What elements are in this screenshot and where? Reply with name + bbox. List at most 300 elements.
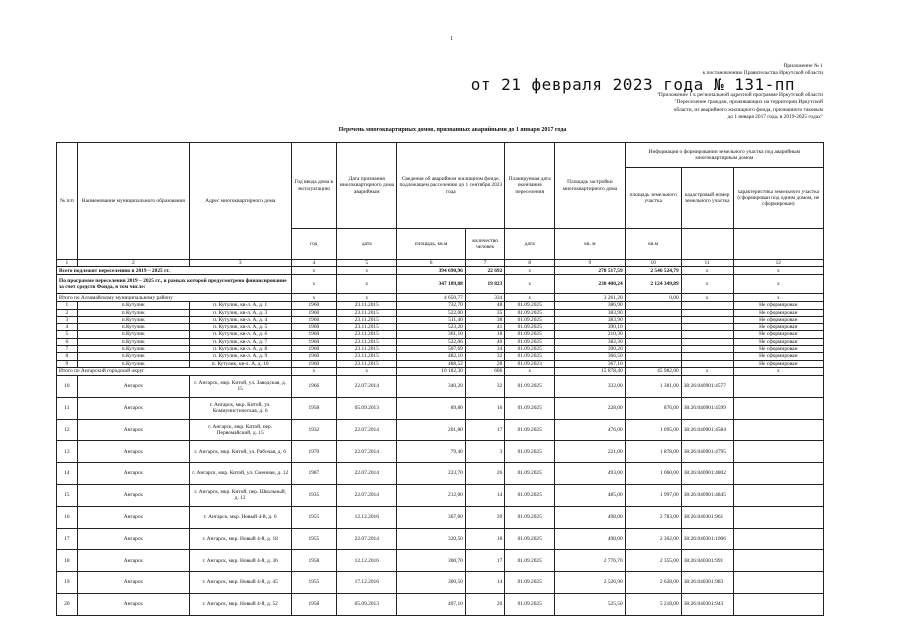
table-row <box>57 506 824 528</box>
row-planned-date: 01.09.2025 <box>505 331 555 338</box>
table-row <box>57 331 824 338</box>
row-planned-date: 01.09.2025 <box>505 506 555 528</box>
row-cadastral: 38:26:040301:943 <box>681 593 733 615</box>
row-build-area: 210,30 <box>555 331 626 338</box>
row-year: 1960 <box>291 331 337 338</box>
row-year: 1955 <box>291 506 337 528</box>
total-cell: х <box>505 275 555 294</box>
row-number: 15 <box>57 484 78 506</box>
row-land-area <box>625 338 681 345</box>
program-reference-line: "Приложение 1 к региональной адресной программе Иркутской области <box>656 92 823 98</box>
row-number: 8 <box>57 353 78 360</box>
total-cell: х <box>337 267 397 275</box>
row-build-area: 383,90 <box>555 309 626 316</box>
total-cell: х <box>505 267 555 275</box>
program-reference-line: до 1 января 2017 года, в 2019-2025 годах" <box>727 114 823 121</box>
row-address: г. Ангарск, мкр. Китой, пер. Первомайский, д. 15 <box>189 419 291 441</box>
row-cadastral: 38:26:040901:4802 <box>681 463 733 485</box>
row-land-area <box>625 309 681 316</box>
column-number: 8 <box>505 260 555 267</box>
header-planned: Планируемая дата окончания переселения <box>505 143 555 229</box>
row-build-area: 2 776,70 <box>555 550 626 572</box>
row-planned-date: 01.09.2025 <box>505 484 555 506</box>
total-cell: х <box>733 294 823 302</box>
row-recognition-date: 23.11.2015 <box>337 353 397 360</box>
row-planned-date: 01.09.2025 <box>505 397 555 419</box>
row-people: 32 <box>465 375 504 397</box>
row-build-area: 366,50 <box>555 353 626 360</box>
row-area: 89,80 <box>397 397 465 419</box>
row-cadastral: 38:26:040901:4845 <box>681 484 733 506</box>
row-land-char <box>733 528 823 550</box>
row-people: 38 <box>465 316 504 323</box>
row-area: 361,10 <box>397 331 465 338</box>
total-build-area: 278 517,59 <box>555 267 626 275</box>
column-number: 6 <box>397 260 465 267</box>
row-area: 300,50 <box>397 572 465 594</box>
row-year: 1960 <box>291 346 337 353</box>
header-land-char: характеристика земельного участка (сформирован под одним домом, не сформирован) <box>733 168 823 229</box>
total-row <box>57 367 824 375</box>
row-cadastral: 38:26:040301:961 <box>681 506 733 528</box>
row-land-area: 1 381,00 <box>625 375 681 397</box>
row-land-char <box>733 572 823 594</box>
row-planned-date: 01.09.2025 <box>505 550 555 572</box>
row-build-area: 382,30 <box>555 338 626 345</box>
column-number: 1 <box>57 260 78 267</box>
row-cadastral <box>681 302 733 309</box>
row-planned-date: 01.09.2025 <box>505 324 555 331</box>
row-planned-date: 01.09.2025 <box>505 375 555 397</box>
total-cell: х <box>681 275 733 294</box>
row-municipality: п.Кутулик <box>77 316 189 323</box>
unit-sqm: кв. м <box>555 229 626 260</box>
column-number: 3 <box>189 260 291 267</box>
row-year: 1960 <box>291 324 337 331</box>
row-area: 407,10 <box>397 593 465 615</box>
row-land-area: 1 060,00 <box>625 463 681 485</box>
row-recognition-date: 05.09.2013 <box>337 397 397 419</box>
row-number: 11 <box>57 397 78 419</box>
row-build-area: 498,00 <box>555 506 626 528</box>
row-cadastral: 38:26:040901:4584 <box>681 419 733 441</box>
row-municipality: Ангарск <box>77 484 189 506</box>
row-year: 1955 <box>291 528 337 550</box>
row-land-char <box>733 441 823 463</box>
row-municipality: Ангарск <box>77 593 189 615</box>
row-build-area: 2 526,90 <box>555 572 626 594</box>
row-land-char <box>733 463 823 485</box>
row-cadastral <box>681 309 733 316</box>
row-area: 223,70 <box>397 463 465 485</box>
total-label: Итого по Ангарский городской округ <box>57 367 292 375</box>
row-area: 367,60 <box>397 506 465 528</box>
row-area: 300,70 <box>397 550 465 572</box>
row-people: 16 <box>465 397 504 419</box>
row-cadastral <box>681 360 733 367</box>
row-land-area <box>625 346 681 353</box>
row-people: 17 <box>465 419 504 441</box>
row-year: 1958 <box>291 593 337 615</box>
table-row <box>57 550 824 572</box>
row-people: 32 <box>465 353 504 360</box>
row-recognition-date: 12.12.2016 <box>337 506 397 528</box>
total-cell: х <box>291 294 337 302</box>
table-row <box>57 309 824 316</box>
row-land-char: Не сформирован <box>733 353 823 360</box>
header-address: Адрес многоквартирного дома <box>189 143 291 260</box>
document-title: Перечень многоквартирных домов, признанных аварийными до 1 января 2017 года <box>338 127 567 133</box>
row-number: 1 <box>57 302 78 309</box>
table-row <box>57 375 824 397</box>
unit-people: количество человек <box>465 229 504 260</box>
row-year: 1960 <box>291 316 337 323</box>
row-people: 39 <box>465 506 504 528</box>
row-land-area: 5 218,00 <box>625 593 681 615</box>
table-row <box>57 484 824 506</box>
row-land-char: Не сформирован <box>733 302 823 309</box>
row-number: 14 <box>57 463 78 485</box>
row-land-char: Не сформирован <box>733 338 823 345</box>
unit-empty <box>733 229 823 260</box>
row-build-area: 525,50 <box>555 593 626 615</box>
row-address: п. Кутулик, кв-л. А, д. 4 <box>189 316 291 323</box>
row-land-char <box>733 593 823 615</box>
row-build-area: 390,10 <box>555 324 626 331</box>
row-land-area: 1 997,00 <box>625 484 681 506</box>
row-area: 340,20 <box>397 375 465 397</box>
row-recognition-date: 23.11.2015 <box>337 302 397 309</box>
row-land-char: Не сформирован <box>733 360 823 367</box>
row-area: 320,50 <box>397 528 465 550</box>
row-land-area <box>625 316 681 323</box>
row-land-area <box>625 360 681 367</box>
row-people: 17 <box>465 550 504 572</box>
row-people: 35 <box>465 309 504 316</box>
row-number: 16 <box>57 506 78 528</box>
row-address: п. Кутулик, кв-л. А, д. 9 <box>189 353 291 360</box>
table-row <box>57 324 824 331</box>
row-municipality: Ангарск <box>77 528 189 550</box>
row-municipality: Ангарск <box>77 506 189 528</box>
row-municipality: п.Кутулик <box>77 302 189 309</box>
row-land-area: 1 095,00 <box>625 419 681 441</box>
row-cadastral: 38:26:040901:4795 <box>681 441 733 463</box>
table-row <box>57 338 824 345</box>
row-municipality: Ангарск <box>77 441 189 463</box>
row-recognition-date: 22.07.2014 <box>337 419 397 441</box>
row-number: 2 <box>57 309 78 316</box>
row-year: 1958 <box>291 550 337 572</box>
unit-area: площадь, кв.м <box>397 229 465 260</box>
total-cell: х <box>337 367 397 375</box>
row-number: 3 <box>57 316 78 323</box>
total-cell: х <box>681 367 733 375</box>
total-area: 347 109,08 <box>397 275 465 294</box>
header-info: Сведения об аварийном жилищном фонде, подлежащем расселению до 1 сентября 2023 года <box>397 143 505 229</box>
program-reference <box>657 92 823 122</box>
row-number: 9 <box>57 360 78 367</box>
row-address: г. Ангарск, мкр. Новый 4-й, д. 52 <box>189 593 291 615</box>
row-people: 48 <box>465 302 504 309</box>
table-row <box>57 316 824 323</box>
row-municipality: п.Кутулик <box>77 353 189 360</box>
row-people: 18 <box>465 528 504 550</box>
row-number: 5 <box>57 331 78 338</box>
row-people: 14 <box>465 572 504 594</box>
total-land-area: 45 982,00 <box>625 367 681 375</box>
row-land-char <box>733 375 823 397</box>
row-year: 1960 <box>291 360 337 367</box>
row-cadastral: 38:26:040301:991 <box>681 550 733 572</box>
row-number: 13 <box>57 441 78 463</box>
table-row <box>57 463 824 485</box>
row-recognition-date: 22.07.2014 <box>337 463 397 485</box>
unit-date2: дата <box>505 229 555 260</box>
row-number: 18 <box>57 550 78 572</box>
row-address: г. Ангарск, мкр. Китой, ул. Сменная, д. 12 <box>189 463 291 485</box>
row-recognition-date: 22.07.2014 <box>337 528 397 550</box>
row-number: 10 <box>57 375 78 397</box>
row-number: 12 <box>57 419 78 441</box>
row-land-char: Не сформирован <box>733 346 823 353</box>
total-build-area: 3 261,20 <box>555 294 626 302</box>
row-cadastral: 38:26:040301:983 <box>681 572 733 594</box>
row-land-area <box>625 302 681 309</box>
row-people: 26 <box>465 463 504 485</box>
row-cadastral <box>681 346 733 353</box>
row-build-area: 221,00 <box>555 441 626 463</box>
row-number: 6 <box>57 338 78 345</box>
row-area: 522,00 <box>397 309 465 316</box>
row-municipality: п.Кутулик <box>77 309 189 316</box>
row-land-area: 876,00 <box>625 397 681 419</box>
row-cadastral <box>681 338 733 345</box>
row-planned-date: 01.09.2025 <box>505 309 555 316</box>
row-cadastral: 38:26:040901:4577 <box>681 375 733 397</box>
total-land-area: 2 546 524,79 <box>625 267 681 275</box>
total-cell: х <box>291 367 337 375</box>
row-build-area: 383,90 <box>555 316 626 323</box>
row-land-char: Не сформирован <box>733 309 823 316</box>
unit-year: год <box>291 229 337 260</box>
row-number: 7 <box>57 346 78 353</box>
row-people: 41 <box>465 324 504 331</box>
column-number: 10 <box>625 260 681 267</box>
row-area: 79,40 <box>397 441 465 463</box>
row-land-area: 2 783,00 <box>625 506 681 528</box>
row-recognition-date: 22.07.2014 <box>337 441 397 463</box>
row-municipality: Ангарск <box>77 419 189 441</box>
row-build-area: 390,20 <box>555 346 626 353</box>
column-number: 12 <box>733 260 823 267</box>
row-recognition-date: 23.11.2015 <box>337 346 397 353</box>
total-cell: х <box>733 267 823 275</box>
program-reference-line: "Переселение граждан, проживающих на территории Иркутской <box>674 99 823 106</box>
row-recognition-date: 23.11.2015 <box>337 309 397 316</box>
row-land-char <box>733 419 823 441</box>
row-planned-date: 01.09.2025 <box>505 353 555 360</box>
row-build-area: 228,00 <box>555 397 626 419</box>
row-people: 20 <box>465 593 504 615</box>
row-people: 40 <box>465 338 504 345</box>
row-municipality: п.Кутулик <box>77 331 189 338</box>
row-area: 507,69 <box>397 346 465 353</box>
unit-date: дата <box>337 229 397 260</box>
row-municipality: Ангарск <box>77 572 189 594</box>
row-land-char: Не сформирован <box>733 331 823 338</box>
row-year: 1935 <box>291 484 337 506</box>
row-number: 4 <box>57 324 78 331</box>
total-cell: х <box>733 367 823 375</box>
total-row <box>57 275 824 294</box>
table-row <box>57 441 824 463</box>
row-planned-date: 01.09.2025 <box>505 528 555 550</box>
row-year: 1960 <box>291 302 337 309</box>
row-recognition-date: 23.11.2015 <box>337 338 397 345</box>
row-year: 1955 <box>291 572 337 594</box>
row-area: 212,00 <box>397 484 465 506</box>
unit-sqm2: кв.м <box>625 229 681 260</box>
appendix-line: к постановлению Правительства Иркутской области <box>702 70 823 77</box>
row-municipality: Ангарск <box>77 397 189 419</box>
row-address: п. Кутулик, кв-л. А, д. 1 <box>189 302 291 309</box>
row-cadastral: 38:26:040901:4599 <box>681 397 733 419</box>
row-land-char <box>733 506 823 528</box>
row-address: г. Ангарск, мкр. Новый 4-й, д. 6 <box>189 506 291 528</box>
row-address: г. Ангарск, мкр. Китой, ул. Коммунистическая, д. 6 <box>189 397 291 419</box>
row-cadastral <box>681 316 733 323</box>
row-planned-date: 01.09.2025 <box>505 302 555 309</box>
row-area: 522,06 <box>397 338 465 345</box>
row-planned-date: 01.09.2025 <box>505 441 555 463</box>
row-land-area <box>625 324 681 331</box>
row-recognition-date: 23.11.2015 <box>337 331 397 338</box>
header-land: Информация о формировании земельного участка под аварийным многоквартирным домом <box>625 143 823 168</box>
row-year: 1932 <box>291 419 337 441</box>
row-municipality: п.Кутулик <box>77 360 189 367</box>
row-address: г. Ангарск, мкр. Китой, пер. Школьный, д. 12 <box>189 484 291 506</box>
appendix-line: Приложение № 1 <box>783 63 823 69</box>
row-build-area: 485,00 <box>555 484 626 506</box>
row-area: 523,20 <box>397 324 465 331</box>
total-cell: х <box>337 294 397 302</box>
row-address: п. Кутулик, кв-л. А, д. 5 <box>189 324 291 331</box>
header-recog: Дата признания многоквартирного дома аварийным <box>337 143 397 229</box>
row-land-area <box>625 353 681 360</box>
row-area: 482,10 <box>397 353 465 360</box>
total-people: 22 692 <box>465 267 504 275</box>
total-cell: х <box>681 267 733 275</box>
row-year: 1958 <box>291 397 337 419</box>
table-row <box>57 572 824 594</box>
row-address: г. Ангарск, мкр. Китой, ул. Заводская, д. 15 <box>189 375 291 397</box>
row-people: 3 <box>465 441 504 463</box>
total-area: 4 650,77 <box>397 294 465 302</box>
row-planned-date: 01.09.2025 <box>505 572 555 594</box>
total-people: 19 823 <box>465 275 504 294</box>
header-cadastral: кадастровый номер земельного участка <box>681 168 733 229</box>
row-year: 1970 <box>291 441 337 463</box>
table-row <box>57 346 824 353</box>
row-area: 511,40 <box>397 316 465 323</box>
table-row <box>57 360 824 367</box>
row-build-area: 493,00 <box>555 463 626 485</box>
row-address: п. Кутулик, кв-л. А, д. 6 <box>189 331 291 338</box>
row-recognition-date: 23.11.2015 <box>337 316 397 323</box>
row-address: п. Кутулик, кв-л. А, д. 8 <box>189 346 291 353</box>
column-number: 11 <box>681 260 733 267</box>
table-row <box>57 302 824 309</box>
row-area: 488,52 <box>397 360 465 367</box>
header-num: № п/п <box>57 143 78 260</box>
row-municipality: Ангарск <box>77 550 189 572</box>
total-build-area: 230 400,24 <box>555 275 626 294</box>
total-row <box>57 294 824 302</box>
row-cadastral <box>681 353 733 360</box>
table-row <box>57 353 824 360</box>
row-land-char: Не сформирован <box>733 324 823 331</box>
row-land-area: 1 878,00 <box>625 441 681 463</box>
row-number: 17 <box>57 528 78 550</box>
total-build-area: 15 878,40 <box>555 367 626 375</box>
row-land-char <box>733 550 823 572</box>
total-people: 606 <box>465 367 504 375</box>
row-recognition-date: 22.07.2014 <box>337 375 397 397</box>
table-row <box>57 528 824 550</box>
total-people: 334 <box>465 294 504 302</box>
table-row <box>57 419 824 441</box>
program-reference-line: области, из аварийного жилищного фонда, признанного таковым <box>673 106 823 113</box>
header-land-area: площадь земельного участка <box>625 168 681 229</box>
row-municipality: п.Кутулик <box>77 324 189 331</box>
row-land-char: Не сформирован <box>733 316 823 323</box>
row-year: 1966 <box>291 375 337 397</box>
row-recognition-date: 23.11.2015 <box>337 324 397 331</box>
row-land-area: 2 355,00 <box>625 550 681 572</box>
total-cell: х <box>505 294 555 302</box>
row-planned-date: 01.09.2023 <box>505 360 555 367</box>
row-land-area: 2 362,00 <box>625 528 681 550</box>
unit-empty <box>681 229 733 260</box>
row-municipality: Ангарск <box>77 463 189 485</box>
row-land-area <box>625 331 681 338</box>
row-build-area: 476,00 <box>555 419 626 441</box>
header-area: Площадь застройки многоквартирного дома <box>555 143 626 229</box>
row-year: 1960 <box>291 353 337 360</box>
row-area: 732,70 <box>397 302 465 309</box>
total-cell: х <box>337 275 397 294</box>
row-number: 20 <box>57 593 78 615</box>
row-land-char <box>733 484 823 506</box>
row-planned-date: 01.09.2025 <box>505 338 555 345</box>
row-cadastral <box>681 331 733 338</box>
row-municipality: Ангарск <box>77 375 189 397</box>
total-area: 394 690,96 <box>397 267 465 275</box>
row-planned-date: 01.09.2025 <box>505 419 555 441</box>
row-address: г. Ангарск, мкр. Новый 4-й, д. 36 <box>189 550 291 572</box>
column-number: 5 <box>337 260 397 267</box>
row-year: 1987 <box>291 463 337 485</box>
row-address: п. Кутулик, кв-л. А, д. 10 <box>189 360 291 367</box>
total-land-area: 0,00 <box>625 294 681 302</box>
header-year: Год ввода дома в эксплуатацию <box>291 143 337 229</box>
row-people: 34 <box>465 346 504 353</box>
row-recognition-date: 22.07.2014 <box>337 484 397 506</box>
column-number: 9 <box>555 260 626 267</box>
row-planned-date: 01.09.2025 <box>505 346 555 353</box>
column-number: 4 <box>291 260 337 267</box>
